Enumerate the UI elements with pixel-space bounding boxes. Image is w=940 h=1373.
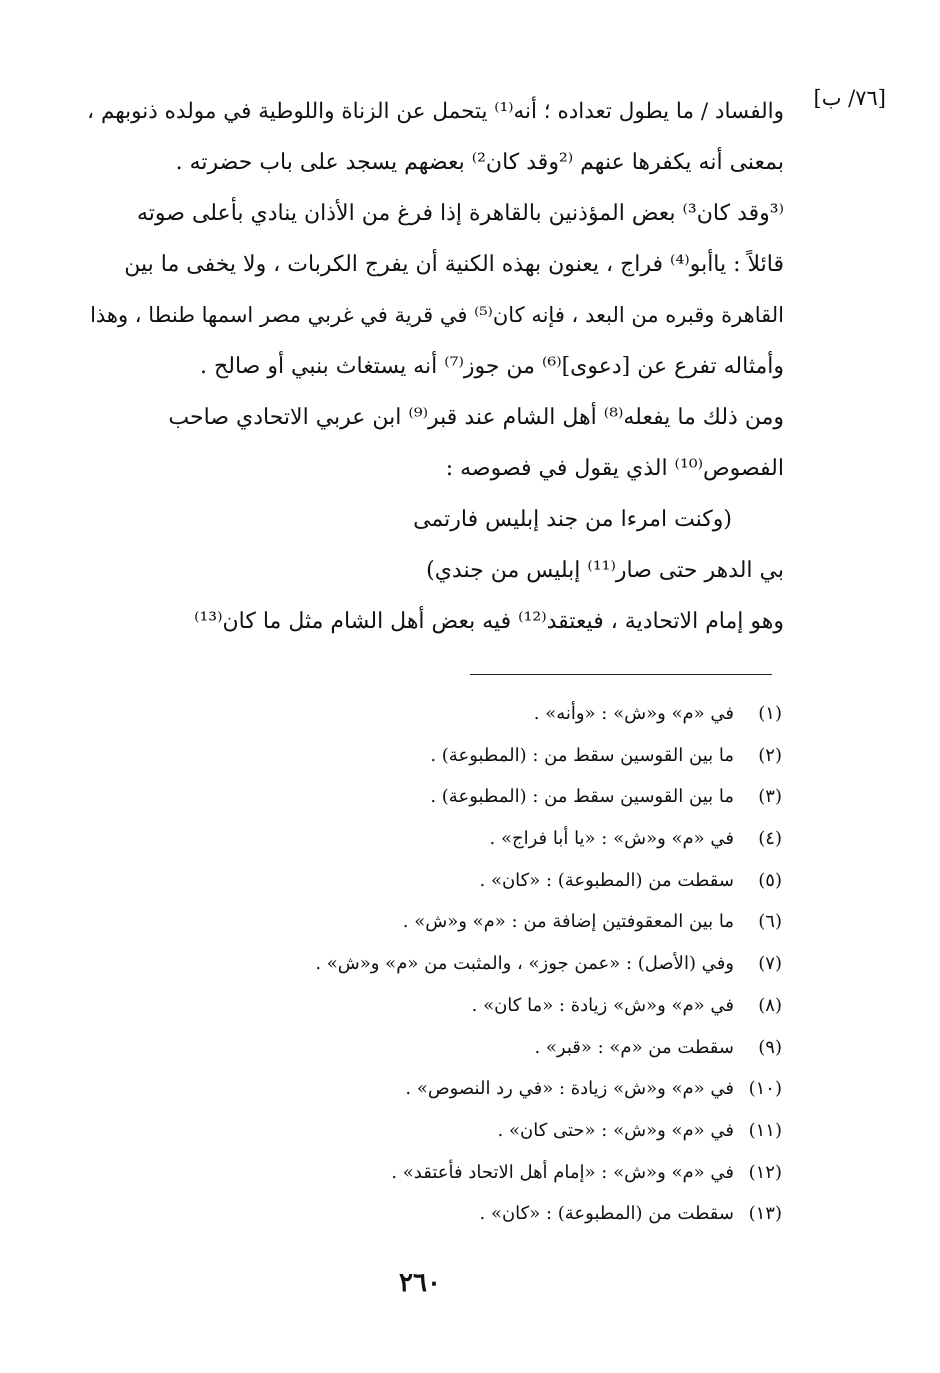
footnotes-list	[200, 693, 782, 1235]
footnote-number: (١٠)	[748, 1078, 782, 1100]
footnote-number: (٦)	[758, 911, 782, 933]
footnote-number: (٣)	[758, 786, 782, 808]
footnote	[200, 1068, 782, 1110]
footnote-text: ما بين القوسين سقط من : (المطبوعة) .	[430, 744, 734, 766]
footnote-number: (٨)	[758, 994, 782, 1016]
text-line: قائلاً : ياأبو⁽⁴⁾ فراج ، يعنون بهذه الكنية أن يفرج الكربات ، ولا يخفى ما بين	[124, 252, 784, 277]
footnote-text: في «م» و«ش» زيادة : «في رد النصوص» .	[405, 1078, 734, 1100]
text-line: بمعنى أنه يكفرها عنهم ⁽²وقد كان²⁾ بعضهم يسجد على باب حضرته .	[175, 150, 784, 175]
footnote-number: (٧)	[758, 953, 782, 975]
text-line: والفساد / ما يطول تعداده ؛ أنه⁽¹⁾ يتحمل عن الزناة واللوطية في مولده ذنوبهم ،	[87, 99, 784, 124]
footnote-number: (٩)	[758, 1036, 782, 1058]
footnote	[200, 943, 782, 985]
footnote-text: سقطت من «م» : «قبر» .	[534, 1036, 734, 1058]
footnote-number: (١٢)	[748, 1161, 782, 1183]
footnote-text: في «م» و«ش» : «وأنه» .	[533, 703, 734, 724]
footnote	[200, 1027, 782, 1069]
text-line: وهو إمام الاتحادية ، فيعتقد⁽¹²⁾ فيه بعض أهل الشام مثل ما كان⁽¹³⁾	[194, 609, 784, 634]
verse-line: بي الدهر حتى صار⁽¹¹⁾ إبليس من جندي)	[426, 558, 784, 583]
footnote	[200, 776, 782, 818]
text-line: وأمثاله تفرع عن [دعوى]⁽⁶⁾ من جوز⁽⁷⁾ أنه يستغاث بنبي أو صالح .	[200, 354, 784, 379]
footnote-text: في «م» و«ش» : «يا أبا فراج» .	[489, 828, 734, 850]
footnote-text: في «م» و«ش» : «إمام أهل الاتحاد فأعتقد» .	[391, 1161, 734, 1183]
text-line: ومن ذلك ما يفعله⁽⁸⁾ أهل الشام عند قبر⁽⁹⁾ ابن عربي الاتحادي صاحب	[168, 405, 784, 430]
footnote-number: (٤)	[758, 828, 782, 850]
footnote	[200, 901, 782, 943]
footnote-separator	[470, 674, 772, 675]
margin-folio-reference: [٧٦/ ب]	[813, 86, 886, 110]
verse-line: (وكنت امرءا من جند إبليس فارتمى	[413, 507, 732, 532]
footnote	[200, 985, 782, 1027]
footnote-number: (٥)	[758, 869, 782, 891]
text-line: ⁽³وقد كان³⁾ بعض المؤذنين بالقاهرة إذا فرغ من الأذان ينادي بأعلى صوته	[136, 201, 784, 226]
footnote	[200, 693, 782, 735]
main-text	[76, 86, 784, 647]
footnote-text: ما بين المعقوفتين إضافة من : «م» و«ش» .	[402, 911, 734, 933]
footnote	[200, 818, 782, 860]
footnote-number: (١١)	[748, 1119, 782, 1141]
footnote-text: في «م» و«ش» زيادة : «ما كان» .	[471, 994, 734, 1016]
footnote-number: (٢)	[758, 744, 782, 766]
footnote-number: (١)	[758, 703, 782, 724]
text-line: القاهرة وقبره من البعد ، فإنه كان⁽⁵⁾ في قرية في غربي مصر اسمها طنطا ، وهذا	[90, 303, 784, 327]
footnote-text: ما بين القوسين سقط من : (المطبوعة) .	[430, 786, 734, 808]
footnote	[200, 1110, 782, 1152]
footnote-number: (١٣)	[748, 1203, 782, 1225]
footnote-text: سقطت من (المطبوعة) : «كان» .	[479, 869, 734, 891]
footnote	[200, 860, 782, 902]
footnote	[200, 1152, 782, 1194]
footnote-text: وفي (الأصل) : «عمن جوز» ، والمثبت من «م» و«ش» .	[315, 953, 734, 975]
page-number: ٢٦٠	[399, 1268, 441, 1298]
text-line: الفصوص⁽¹⁰⁾ الذي يقول في فصوصه :	[445, 456, 784, 481]
footnote-text: في «م» و«ش» : «حتى كان» .	[497, 1119, 734, 1141]
footnote-text: سقطت من (المطبوعة) : «كان» .	[479, 1203, 734, 1225]
footnote	[200, 735, 782, 777]
footnote	[200, 1193, 782, 1235]
